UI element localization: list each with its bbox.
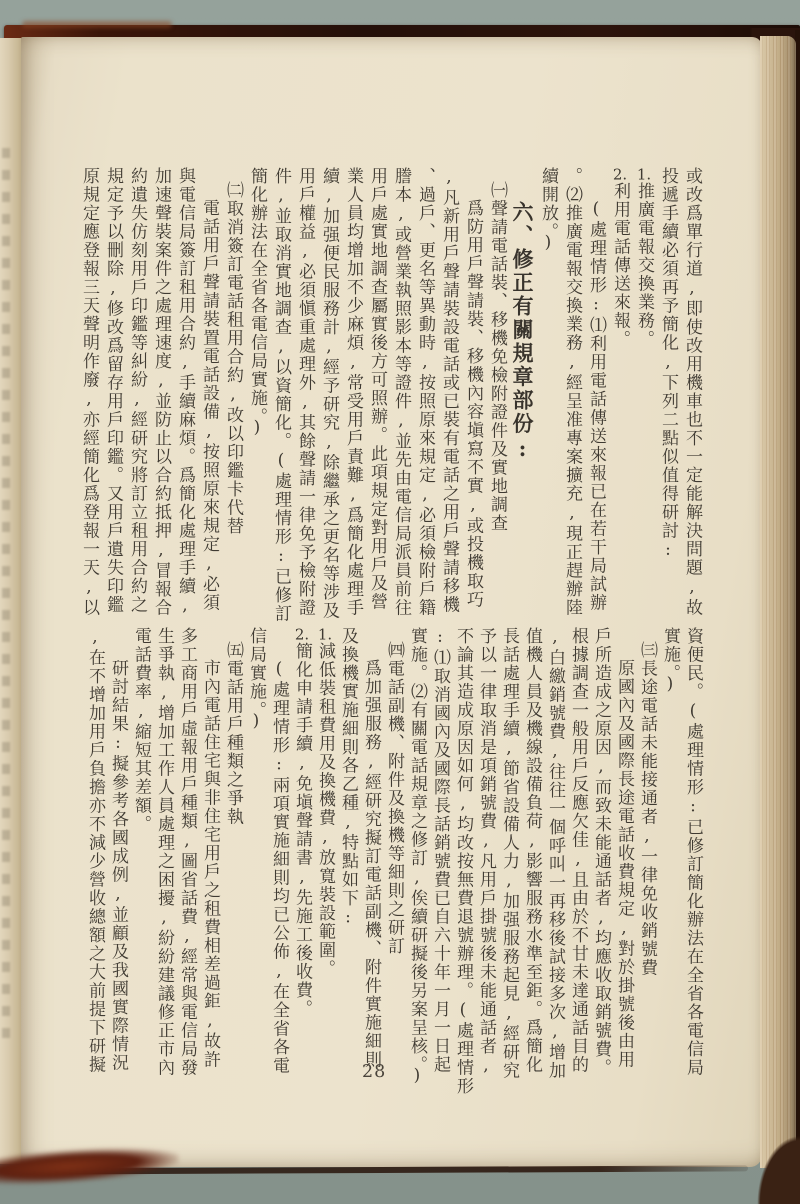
text-column: 2.利用電話傳送來報。 xyxy=(610,167,630,349)
text-column: 業人員均增加不少麻煩,常受用戶責難,爲簡化處理手 xyxy=(343,167,363,617)
text-column: 資便民。(處理情形:已修訂簡化辦法在全省各電信局 xyxy=(683,627,703,1077)
text-column: 爲防用戶聲請裝、移機內容塡寫不實,或投機取巧 xyxy=(463,199,483,609)
text-column: 市內電話住宅與非住宅用戶之租費相差過鉅,故許 xyxy=(200,659,220,1069)
text-column: 簡化辦法在全省各電信局實施。) xyxy=(247,167,267,439)
text-column: 加速聲裝案件之處理速度,並防止以合約抵押,冒報合 xyxy=(151,167,171,617)
text-column: 1.推廣電報交換業務。 xyxy=(634,167,654,349)
text-column: 及換機實施細則各乙種,特點如下: xyxy=(338,627,358,929)
text-column: ㈣電話副機、附件及換機等細則之研訂 xyxy=(384,641,404,956)
section-heading-column: 六、修正有關規章部份: xyxy=(510,201,535,464)
item-number: 2. xyxy=(294,627,310,642)
page-stack-fore-edge xyxy=(760,36,796,1168)
text-column: 約遺失仿刻用戶印鑑等糾紛,經研究將訂立租用合約之 xyxy=(127,167,147,614)
item-number: 1. xyxy=(317,627,333,642)
text-column: 根據調查一般用戶反應欠佳,且由於不甘未達通話目的 xyxy=(568,627,588,1074)
text-column: 、過戶、更名等異動時,按照原來規定,必須檢附戶籍 xyxy=(415,167,435,617)
text-column: 。⑵推廣電報交換業務,經呈准專案擴充,現正趕辦陸 xyxy=(562,167,582,617)
text-column: 用戶權益,必須愼重處理外,其餘聲請一律免予檢附證 xyxy=(295,167,315,617)
text-column: 續開放。) xyxy=(538,167,558,254)
text-column: 實施。) xyxy=(660,627,680,696)
text-column: 多工商用戶虛報用戶種類,圖省話費,經常與電信局發 xyxy=(177,627,197,1077)
text-block-top xyxy=(77,167,704,623)
text-column: 爲加强服務,經研究擬訂電話副機、附件實施細則 xyxy=(361,659,381,1069)
text-column: 原國內及國際長途電話收費規定,對於掛號後由用 xyxy=(614,659,634,1069)
text-column: ,凡新用戶聲請裝設電話或已裝有電話之用戶聲請移機 xyxy=(439,167,459,614)
item-number: 2. xyxy=(612,167,628,182)
text-column: (處理情形:⑴利用電話傳送來報已在若干局試辦 xyxy=(586,199,606,612)
book-cover-corner-bottom-right xyxy=(746,1118,800,1204)
text-column: ,在不增加用戶負擔亦不減少營收總額之大前提下研擬 xyxy=(85,627,105,1074)
text-column: 生爭執,增加工作人員處理之困擾,紛紛建議修正市內 xyxy=(154,627,174,1077)
text-column: ㈠聲請電話裝、移機免檢附證件及實地調查 xyxy=(487,181,507,533)
text-column: 長話處理手續,節省設備人力,加强服務起見,經研究 xyxy=(499,627,519,1080)
page-number: 28 xyxy=(362,1062,387,1082)
text-column: 件,並取消實地調查,以資簡化。(處理情形:已修訂 xyxy=(271,167,291,623)
text-column: 不論其造成原因如何,均改按無費退號辦理。(處理情形 xyxy=(453,627,473,1096)
text-column: 用戶處實地調查屬實後方可照辦。此項規定對用戶及營 xyxy=(367,167,387,611)
text-column: 實施。⑵有關電話規章之修訂,俟續研擬後另案呈核。) xyxy=(407,627,427,1087)
text-column: (處理情形:兩項實施細則均已公佈,在全省各電 xyxy=(269,659,289,1075)
text-column: ㈡取消簽訂電話租用合約,改以印鑑卡代替 xyxy=(223,181,243,536)
text-column: 或改爲單行道,即使改用機車也不一定能解決問題,故 xyxy=(682,167,702,617)
text-column: 規定予以刪除,修改爲留存用戶印鑑。又用戶遺失印鑑 xyxy=(103,167,123,614)
text-column: 信局實施。) xyxy=(246,627,266,733)
text-column: 與電信局簽訂租用合約,手續麻煩。爲簡化處理手續, xyxy=(175,167,195,617)
text-column: 研討結果:擬參考各國成例,並顧及我國實際情況 xyxy=(108,659,128,1072)
facing-page-sliver xyxy=(0,38,21,1164)
text-column: 投遞手續必須再予簡化,下列二點似值得研討: xyxy=(658,167,678,562)
text-column: 戶所造成之原因,而致未能通話者,均應收取銷號費。 xyxy=(591,627,611,1077)
text-column: :⑴取消國內及國際長話銷號費已自六十年一月一日起 xyxy=(430,627,450,1074)
text-column: ㈢長途電話未能接通者,一律免收銷號費 xyxy=(637,641,657,977)
text-column: 原規定應登報三天聲明作廢,亦經簡化爲登報一天,以 xyxy=(79,167,99,617)
text-block-bottom xyxy=(83,627,704,1096)
text-column: 謄本,或營業執照影本等證件,並先由電信局派員前往 xyxy=(391,167,411,617)
text-column: 電話費率,縮短其差額。 xyxy=(131,627,151,834)
text-column: 續,加强便民服務計,經予研究,除繼承之更名等涉及 xyxy=(319,167,339,620)
text-column: 2.簡化申請手續,免塡聲請書,先施工後收費。 xyxy=(292,627,312,1018)
text-column: ,白繳銷號費,往往一個呼叫一再移後試接多次,增加 xyxy=(545,627,565,1080)
text-column: ㈤電話用戶種類之爭執 xyxy=(223,641,243,826)
text-column: 電話用戶聲請裝置電話設備,按照原來規定,必須 xyxy=(199,199,219,612)
text-column: 予以一律取消是項銷號費,凡用戶掛號後未能通話者, xyxy=(476,627,496,1077)
text-column: 值機人員及機線設備負荷,影響服務水準至鉅。爲簡化 xyxy=(522,627,542,1074)
text-column: 1.減低裝租費用及換機費,放寬裝設範圍。 xyxy=(315,627,335,978)
item-number: 1. xyxy=(636,167,652,182)
